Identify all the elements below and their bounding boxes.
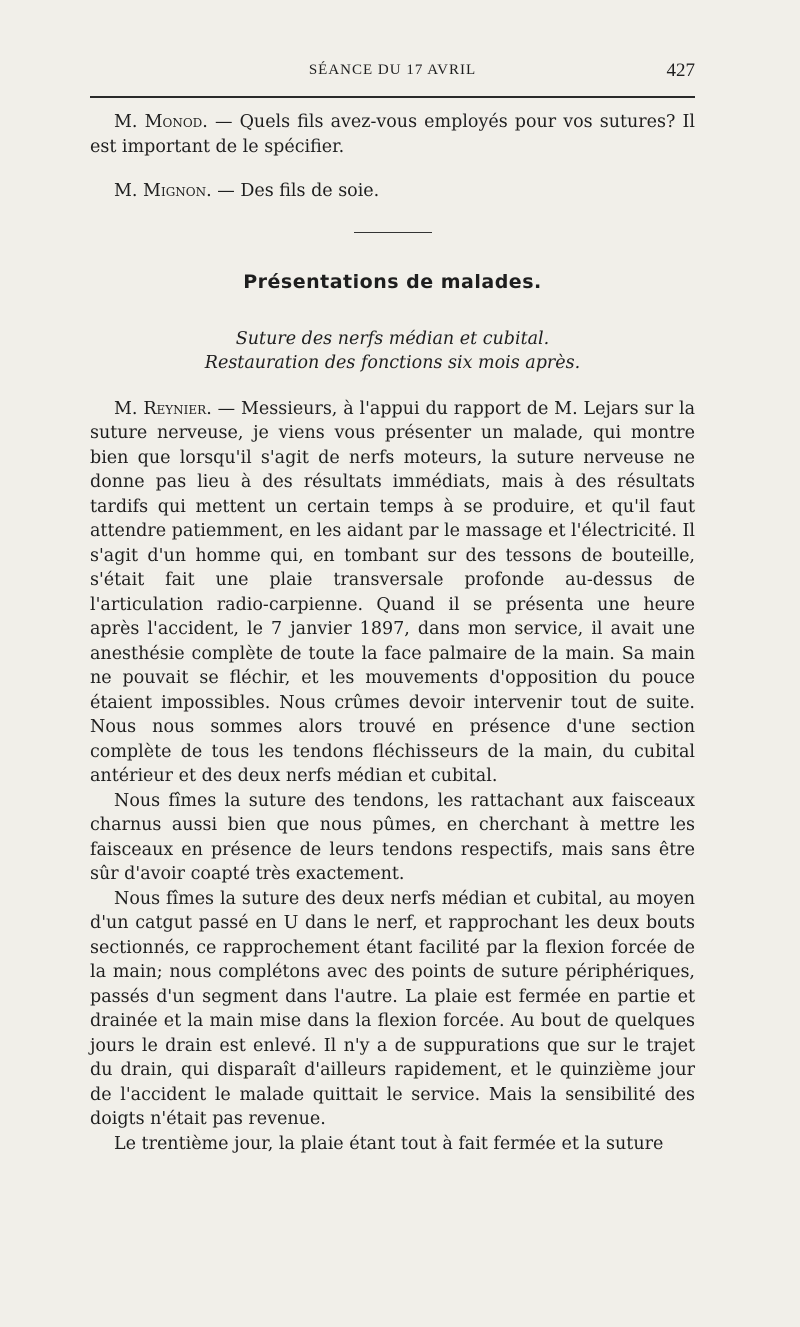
subtitle-line-1: Suture des nerfs médian et cubital. <box>235 328 550 349</box>
body-paragraph-3: Nous fîmes la suture des deux nerfs médian et cubital, au moyen d'un catgut passé en U dans le nerf, et rapprochant les deux bouts sectionnés, ce rapprochement étant facilité par la flexion forcée de la main; nous complétons avec des points de suture périphériques, passés d'un segment dans l'autre. La plaie est fermée en partie et drainée et la main mise dans la flexion forcée. Au bout de quelques jours le drain est enlevé. Il n'y a de suppurations que sur le trajet du drain, qui disparaît d'ailleurs rapidement, et le quinzième jour de l'accident le malade quittait le service. Mais la sensibilité des doigts n'était pas revenue. <box>90 888 695 1129</box>
subtitle-block <box>90 327 695 375</box>
page-number: 427 <box>666 60 695 81</box>
speaker-mignon: M. Mignon. <box>114 181 212 201</box>
document-page <box>90 60 695 1156</box>
discussion-mignon <box>90 179 695 204</box>
header-rule <box>90 96 695 98</box>
body-paragraph-1-text: — Messieurs, à l'appui du rapport de M. Lejars sur la suture nerveuse, je viens vous présenter un malade, qui montre bien que lorsqu'il s'agit de nerfs moteurs, la suture nerveuse ne donne pas lieu à des résultats immédiats, mais à des résultats tardifs qui mettent un certain temps à se produire, et qu'il faut attendre patiemment, en les aidant par le massage et l'électricité. Il s'agit d'un homme qui, en tombant sur des tessons de bouteille, s'était fait une plaie transversale profonde au-dessus de l'articulation radio-carpienne. Quand il se présenta une heure après l'accident, le 7 janvier 1897, dans mon service, il avait une anesthésie complète de toute la face palmaire de la main. Sa main ne pouvait se fléchir, et les mouvements d'opposition du pouce étaient impossibles. Nous crûmes devoir intervenir tout de suite. Nous nous sommes alors trouvé en présence d'une section complète de tous les tendons fléchisseurs de la main, du cubital antérieur et des deux nerfs médian et cubital. <box>90 398 696 786</box>
running-head <box>90 60 695 90</box>
mignon-text: — Des fils de soie. <box>211 181 380 201</box>
body-paragraph-2: Nous fîmes la suture des tendons, les rattachant aux faisceaux charnus aussi bien que nous pûmes, en cherchant à mettre les faisceaux en présence de leurs tendons respectifs, mais sans être sûr d'avoir coapté très exactement. <box>90 790 695 884</box>
section-heading: Présentations de malades. <box>243 270 542 293</box>
paragraph-gap <box>90 159 695 179</box>
monod-text: — Quels fils avez-vous employés pour vos sutures? Il est important de le spécifier. <box>90 112 695 157</box>
section-divider <box>354 232 432 233</box>
body-paragraph-4: Le trentième jour, la plaie étant tout à fait fermée et la suture <box>114 1133 664 1154</box>
discussion-monod <box>90 110 695 159</box>
subtitle-line-2: Restauration des fonctions six mois après. <box>204 352 581 373</box>
running-title: SÉANCE DU 17 AVRIL <box>308 62 477 78</box>
speaker-reynier: M. Reynier. <box>114 398 212 419</box>
body-paragraph-1 <box>90 397 695 789</box>
speaker-monod: M. Monod. <box>114 112 208 132</box>
